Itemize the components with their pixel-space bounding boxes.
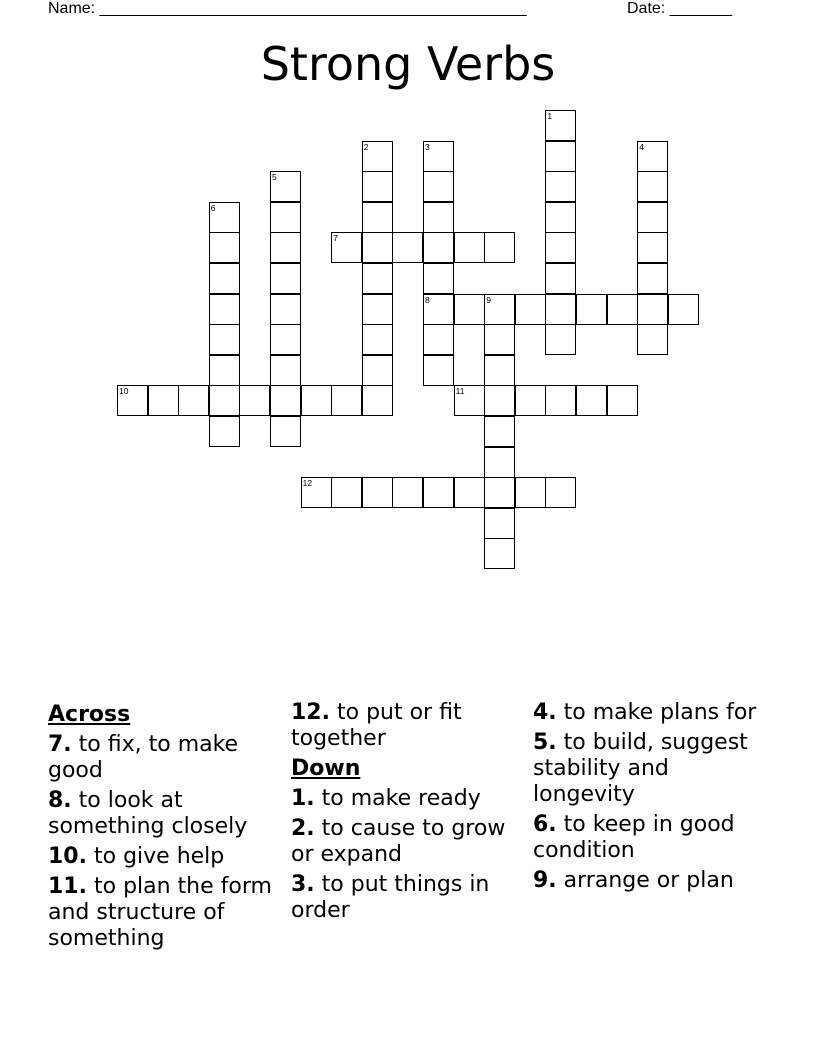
crossword-cell[interactable] bbox=[515, 477, 546, 508]
clue-number: 5. bbox=[533, 730, 557, 755]
crossword-cell[interactable] bbox=[484, 385, 515, 416]
crossword-cell[interactable] bbox=[423, 477, 454, 508]
crossword-cell[interactable] bbox=[545, 141, 576, 172]
name-field-line: Name: ________________________________________________ bbox=[48, 0, 527, 17]
crossword-cell[interactable] bbox=[545, 477, 576, 508]
crossword-cell[interactable] bbox=[484, 416, 515, 447]
clue-number-label: 3 bbox=[425, 141, 430, 152]
crossword-cell[interactable] bbox=[209, 385, 240, 416]
crossword-cell[interactable] bbox=[484, 232, 515, 263]
crossword-cell[interactable] bbox=[484, 508, 515, 539]
crossword-cell[interactable] bbox=[362, 385, 393, 416]
clue-number: 6. bbox=[533, 812, 557, 837]
clue-text: to make ready bbox=[321, 786, 481, 811]
clue-text: to fix, to make good bbox=[48, 732, 239, 783]
crossword-cell[interactable] bbox=[270, 171, 301, 202]
crossword-cell[interactable] bbox=[484, 447, 515, 478]
crossword-cell[interactable] bbox=[637, 202, 668, 233]
crossword-cell[interactable] bbox=[392, 232, 423, 263]
crossword-cell[interactable] bbox=[270, 416, 301, 447]
crossword-cell[interactable] bbox=[362, 171, 393, 202]
crossword-cell[interactable] bbox=[576, 385, 607, 416]
crossword-cell[interactable] bbox=[454, 385, 485, 416]
crossword-cell[interactable] bbox=[270, 294, 301, 325]
clue-number: 10. bbox=[48, 844, 87, 869]
crossword-cell[interactable] bbox=[423, 232, 454, 263]
crossword-cell[interactable] bbox=[423, 324, 454, 355]
clue-item bbox=[291, 872, 527, 924]
crossword-cell[interactable] bbox=[637, 141, 668, 172]
crossword-cell[interactable] bbox=[239, 385, 270, 416]
crossword-cell[interactable] bbox=[484, 324, 515, 355]
crossword-cell[interactable] bbox=[301, 385, 332, 416]
crossword-cell[interactable] bbox=[423, 294, 454, 325]
clue-number: 12. bbox=[291, 700, 330, 725]
clue-text: to look at something closely bbox=[48, 788, 248, 839]
clue-column-3 bbox=[533, 700, 769, 898]
crossword-cell[interactable] bbox=[576, 294, 607, 325]
crossword-cell[interactable] bbox=[545, 202, 576, 233]
crossword-cell[interactable] bbox=[454, 294, 485, 325]
clue-text: to build, suggest stability and longevity bbox=[533, 730, 748, 807]
crossword-cell[interactable] bbox=[484, 294, 515, 325]
clue-number: 4. bbox=[533, 700, 557, 725]
clue-text: to keep in good condition bbox=[533, 812, 735, 863]
date-field-line: Date: _______ bbox=[627, 0, 732, 17]
clue-number: 7. bbox=[48, 732, 72, 757]
crossword-cell[interactable] bbox=[454, 232, 485, 263]
clue-item bbox=[48, 788, 284, 840]
crossword-cell[interactable] bbox=[209, 202, 240, 233]
crossword-cell[interactable] bbox=[270, 385, 301, 416]
clue-number-label: 11 bbox=[455, 386, 465, 397]
clue-text: to cause to grow or expand bbox=[291, 816, 506, 867]
clue-item bbox=[533, 700, 769, 726]
crossword-cell[interactable] bbox=[209, 324, 240, 355]
crossword-cell[interactable] bbox=[637, 324, 668, 355]
crossword-cell[interactable] bbox=[331, 232, 362, 263]
crossword-cell[interactable] bbox=[362, 141, 393, 172]
clue-item bbox=[48, 874, 284, 952]
clue-number-label: 5 bbox=[272, 172, 277, 183]
clue-item bbox=[48, 732, 284, 784]
clue-text: arrange or plan bbox=[563, 868, 734, 893]
clue-text: to give help bbox=[93, 844, 225, 869]
down-heading: Down bbox=[291, 756, 361, 781]
crossword-cell[interactable] bbox=[423, 202, 454, 233]
clue-number-label: 12 bbox=[302, 478, 313, 489]
clue-number: 1. bbox=[291, 786, 315, 811]
clue-number-label: 10 bbox=[119, 386, 129, 397]
crossword-cell[interactable] bbox=[209, 263, 240, 294]
crossword-cell[interactable] bbox=[423, 263, 454, 294]
crossword-cell[interactable] bbox=[637, 263, 668, 294]
crossword-cell[interactable] bbox=[637, 232, 668, 263]
across-heading: Across bbox=[48, 702, 131, 727]
clue-text: to put things in order bbox=[291, 872, 490, 923]
clue-number: 2. bbox=[291, 816, 315, 841]
clue-item bbox=[291, 786, 527, 812]
crossword-cell[interactable] bbox=[423, 141, 454, 172]
clue-text: to put or fit together bbox=[291, 700, 462, 751]
crossword-cell[interactable] bbox=[545, 385, 576, 416]
crossword-cell[interactable] bbox=[270, 324, 301, 355]
clue-number: 9. bbox=[533, 868, 557, 893]
clue-number-label: 7 bbox=[333, 233, 338, 244]
clue-number: 8. bbox=[48, 788, 72, 813]
crossword-cell[interactable] bbox=[484, 477, 515, 508]
crossword-cell[interactable] bbox=[270, 263, 301, 294]
crossword-cell[interactable] bbox=[362, 355, 393, 386]
clue-number: 3. bbox=[291, 872, 315, 897]
crossword-cell[interactable] bbox=[484, 355, 515, 386]
clue-item bbox=[291, 816, 527, 868]
crossword-cell[interactable] bbox=[607, 385, 638, 416]
crossword-cell[interactable] bbox=[209, 294, 240, 325]
crossword-cell[interactable] bbox=[209, 416, 240, 447]
clue-number-label: 8 bbox=[425, 294, 430, 305]
clue-number: 11. bbox=[48, 874, 87, 899]
crossword-cell[interactable] bbox=[515, 385, 546, 416]
crossword-cell[interactable] bbox=[148, 385, 179, 416]
clue-number-label: 4 bbox=[639, 141, 644, 152]
crossword-cell[interactable] bbox=[209, 355, 240, 386]
crossword-cell[interactable] bbox=[178, 385, 209, 416]
crossword-cell[interactable] bbox=[423, 171, 454, 202]
clue-item bbox=[533, 730, 769, 808]
crossword-cell[interactable] bbox=[423, 355, 454, 386]
crossword-cell[interactable] bbox=[331, 385, 362, 416]
crossword-cell[interactable] bbox=[362, 232, 393, 263]
crossword-cell[interactable] bbox=[545, 232, 576, 263]
clue-item bbox=[291, 700, 527, 752]
crossword-cell[interactable] bbox=[362, 263, 393, 294]
crossword-cell[interactable] bbox=[331, 477, 362, 508]
crossword-cell[interactable] bbox=[545, 171, 576, 202]
clue-number-label: 2 bbox=[363, 141, 369, 152]
clue-text: to make plans for bbox=[563, 700, 757, 725]
crossword-cell[interactable] bbox=[484, 538, 515, 569]
clue-item bbox=[533, 868, 769, 894]
crossword-cell[interactable] bbox=[117, 385, 148, 416]
clue-item bbox=[533, 812, 769, 864]
clue-column-2 bbox=[291, 700, 527, 928]
clue-item bbox=[48, 844, 284, 870]
crossword-cell[interactable] bbox=[454, 477, 485, 508]
crossword-cell[interactable] bbox=[515, 294, 546, 325]
crossword-cell[interactable] bbox=[545, 294, 576, 325]
clue-number-label: 9 bbox=[486, 294, 491, 305]
clue-number-label: 6 bbox=[210, 202, 216, 213]
crossword-cell[interactable] bbox=[301, 477, 332, 508]
clue-text: to plan the form and structure of something bbox=[48, 874, 272, 951]
crossword-cell[interactable] bbox=[362, 324, 393, 355]
crossword-cell[interactable] bbox=[668, 294, 699, 325]
clue-column-1 bbox=[48, 700, 284, 956]
crossword-cell[interactable] bbox=[362, 477, 393, 508]
crossword-cell[interactable] bbox=[270, 232, 301, 263]
page-title: Strong Verbs bbox=[260, 37, 556, 91]
crossword-cell[interactable] bbox=[392, 477, 423, 508]
crossword-cell[interactable] bbox=[545, 324, 576, 355]
crossword-cell[interactable] bbox=[362, 294, 393, 325]
clue-number-label: 1 bbox=[547, 111, 553, 121]
crossword-cell[interactable] bbox=[545, 263, 576, 294]
crossword-cell[interactable] bbox=[545, 110, 576, 141]
crossword-cell[interactable] bbox=[270, 355, 301, 386]
crossword-cell[interactable] bbox=[637, 294, 668, 325]
crossword-cell[interactable] bbox=[209, 232, 240, 263]
crossword-cell[interactable] bbox=[637, 171, 668, 202]
crossword-cell[interactable] bbox=[270, 202, 301, 233]
crossword-cell[interactable] bbox=[362, 202, 393, 233]
crossword-cell[interactable] bbox=[607, 294, 638, 325]
